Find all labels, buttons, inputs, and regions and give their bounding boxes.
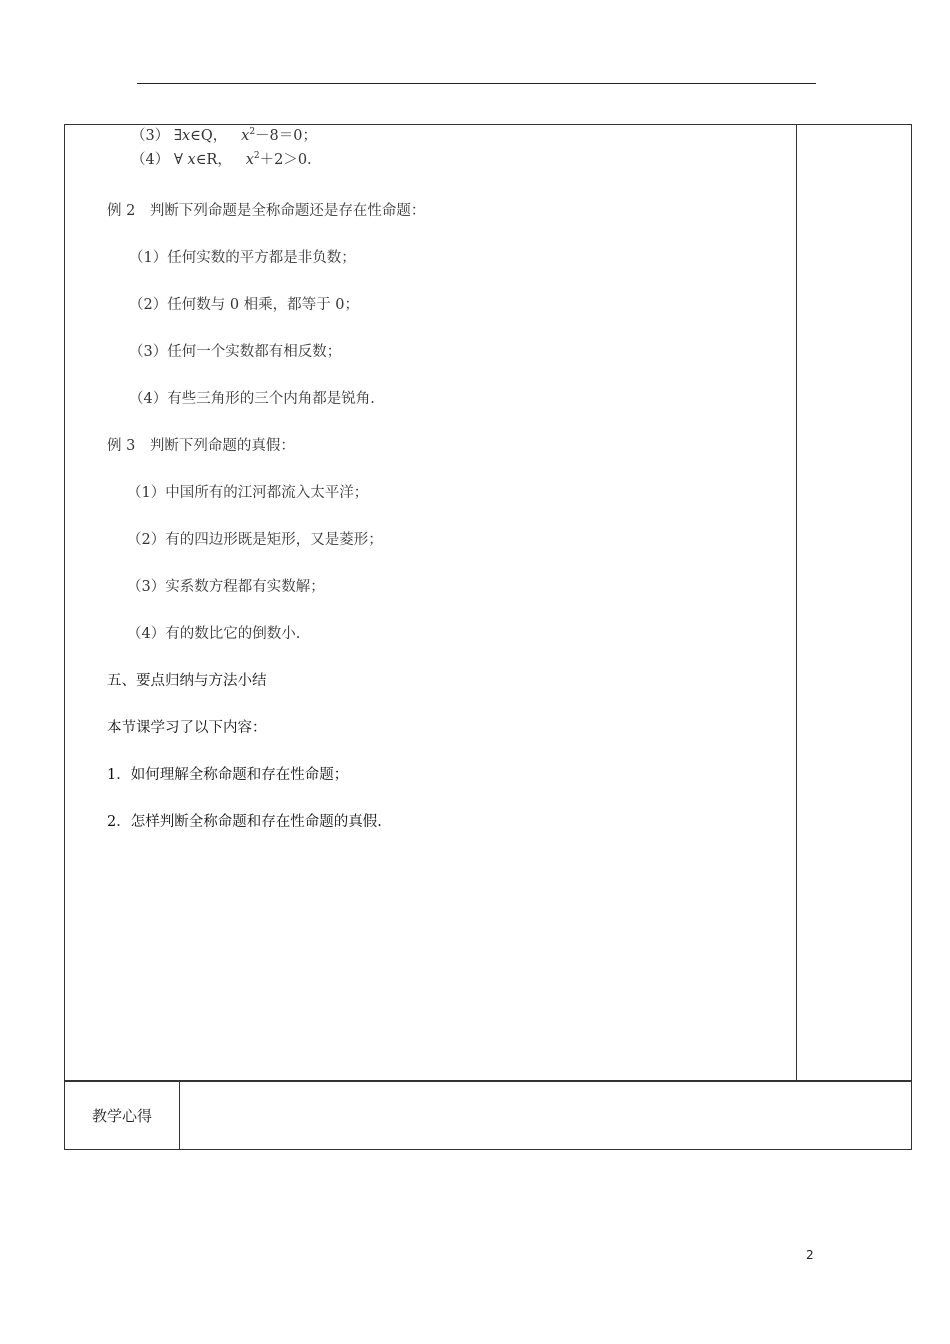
notes-column	[796, 124, 912, 1081]
summary-heading: 五、要点归纳与方法小结	[107, 673, 267, 689]
exponent: 2	[249, 127, 256, 138]
example2-item-3: （3）任何一个实数都有相反数；	[129, 344, 342, 360]
example2-item-4: （4）有些三角形的三个内角都是锐角.	[129, 391, 375, 407]
set-membership: ∈Q，	[190, 128, 228, 144]
teaching-reflection-label: 教学心得	[65, 1082, 180, 1149]
variable: x	[181, 128, 191, 144]
item-number: （4）	[131, 152, 170, 168]
exists-symbol: ∃	[173, 126, 182, 144]
example3-item-2: （2）有的四边形既是矩形，又是菱形；	[127, 532, 383, 548]
lesson-content-cell	[64, 124, 796, 1081]
example2-title: 例 2 判断下列命题是全称命题还是存在性命题：	[107, 203, 426, 219]
item-number: （3）	[131, 128, 170, 144]
example3-item-1: （1）中国所有的江河都流入太平洋；	[127, 485, 369, 501]
expression-variable: x	[241, 128, 250, 144]
summary-intro: 本节课学习了以下内容：	[107, 720, 267, 736]
summary-point-2: 2．怎样判断全称命题和存在性命题的真假.	[107, 814, 382, 830]
example3-item-3: （3）实系数方程都有实数解；	[127, 579, 325, 595]
example3-item-4: （4）有的数比它的倒数小.	[127, 626, 301, 642]
expression-rest: ＋2＞0.	[259, 152, 312, 168]
expression-variable: x	[245, 152, 254, 168]
item-3	[131, 125, 317, 146]
forall-symbol: ∀	[173, 150, 183, 168]
example3-title: 例 3 判断下列命题的真假：	[107, 438, 295, 454]
variable: x	[187, 152, 196, 168]
summary-point-1: 1．如何理解全称命题和存在性命题；	[107, 767, 349, 783]
example2-item-1: （1）任何实数的平方都是非负数；	[129, 250, 356, 266]
exponent: 2	[253, 151, 260, 162]
header-rule	[137, 83, 816, 84]
item-4	[131, 149, 312, 170]
expression-rest: －8＝0；	[255, 128, 317, 144]
page-number: 2	[806, 1248, 814, 1262]
teaching-reflection-row	[64, 1081, 912, 1150]
example2-item-2: （2）任何数与 0 相乘，都等于 0；	[129, 297, 360, 313]
set-membership: ∈R，	[195, 152, 232, 168]
